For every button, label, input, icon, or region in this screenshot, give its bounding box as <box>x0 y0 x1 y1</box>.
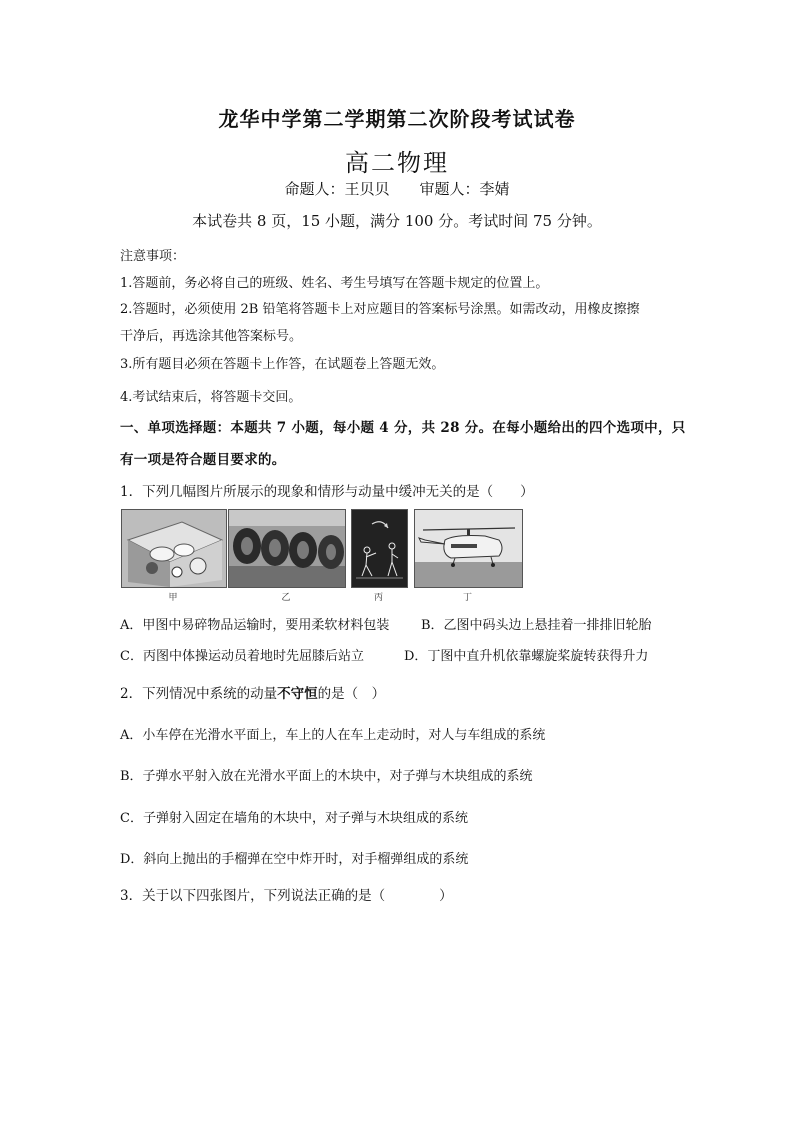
gymnast-landing-illustration <box>352 510 407 587</box>
question-1-option-b: B．乙图中码头边上悬挂着一排排旧轮胎 <box>421 618 652 633</box>
helicopter-illustration <box>415 510 522 587</box>
author-line <box>0 178 794 199</box>
section-1-heading-cont: 有一项是符合题目要求的。 <box>120 452 286 468</box>
question-1-stem: 1．下列几幅图片所展示的现象和情形与动量中缓冲无关的是（ ） <box>120 484 534 500</box>
question-2-option-c: C．子弹射入固定在墙角的木块中，对子弹与木块组成的系统 <box>120 811 468 826</box>
caption-ding: 丁 <box>462 593 472 603</box>
question-3-stem: 3．关于以下四张图片，下列说法正确的是（ ） <box>120 888 453 904</box>
notes-heading: 注意事项： <box>120 249 186 264</box>
dock-tires-illustration <box>229 510 345 587</box>
note-item-4: 4.考试结束后，将答题卡交回。 <box>120 390 302 405</box>
caption-jia: 甲 <box>168 593 178 603</box>
question-2-stem-emphasis: 不守恒 <box>277 686 318 702</box>
image-gymnast-landing <box>351 509 408 588</box>
question-2-option-a: A．小车停在光滑水平面上，车上的人在车上走动时，对人与车组成的系统 <box>120 728 546 743</box>
question-1-option-a: A．甲图中易碎物品运输时，要用柔软材料包装 <box>120 618 390 633</box>
caption-bing: 丙 <box>373 593 383 603</box>
author-label: 命题人：王贝贝 <box>284 180 390 198</box>
question-2-option-d: D．斜向上抛出的手榴弹在空中炸开时，对手榴弹组成的系统 <box>120 852 469 867</box>
exam-summary: 本试卷共 8 页，15 小题，满分 100 分。考试时间 75 分钟。 <box>192 212 602 230</box>
note-item-3: 3.所有题目必须在答题卡上作答，在试题卷上答题无效。 <box>120 357 445 372</box>
question-2-stem-post: 的是（ ） <box>317 686 386 702</box>
section-1-heading: 一、单项选择题：本题共 7 小题，每小题 4 分，共 28 分。在每小题给出的四个选项中，只 <box>120 420 686 436</box>
caption-yi: 乙 <box>281 593 291 603</box>
question-2-stem-pre: 2．下列情况中系统的动量 <box>120 686 278 702</box>
image-helicopter <box>414 509 523 588</box>
note-item-2: 2.答题时，必须使用 2B 铅笔将答题卡上对应题目的答案标号涂黑。如需改动，用橡皮擦擦 <box>120 302 640 317</box>
question-2-option-b: B．子弹水平射入放在光滑水平面上的木块中，对子弹与木块组成的系统 <box>120 769 533 784</box>
box-with-dishes-illustration <box>122 510 226 587</box>
question-2-stem <box>120 682 385 702</box>
image-fragile-packaging <box>121 509 227 588</box>
question-1-option-d: D．丁图中直升机依靠螺旋桨旋转获得升力 <box>404 649 649 664</box>
subject-title: 高二物理 <box>345 149 449 177</box>
note-item-2-cont: 干净后，再选涂其他答案标号。 <box>120 329 303 344</box>
exam-title: 龙华中学第二学期第二次阶段考试试卷 <box>218 107 576 131</box>
note-item-1: 1.答题前，务必将自己的班级、姓名、考生号填写在答题卡规定的位置上。 <box>120 276 549 291</box>
image-dock-tires <box>228 509 346 588</box>
question-1-option-c: C．丙图中体操运动员着地时先屈膝后站立 <box>120 649 364 664</box>
reviewer-label: 审题人：李婧 <box>419 180 510 198</box>
